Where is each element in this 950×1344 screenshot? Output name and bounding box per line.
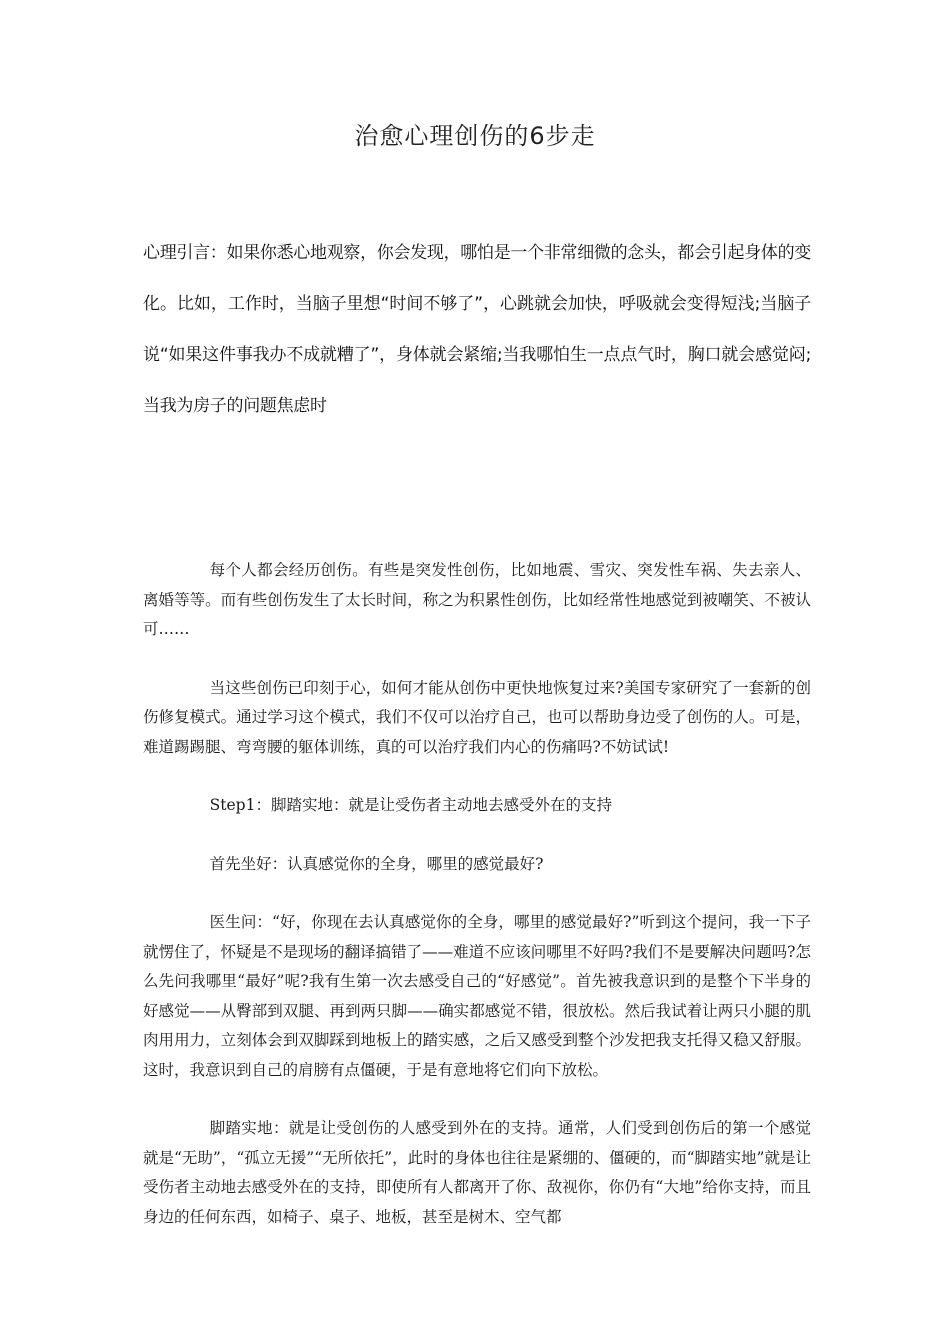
body-paragraph-1: 每个人都会经历创伤。有些是突发性创伤，比如地震、雪灾、突发性车祸、失去亲人、离婚等等。而有些创伤发生了太长时间，称之为积累性创伤，比如经常性地感觉到被嘲笑、不被认可…… <box>143 561 811 638</box>
document-body <box>143 556 811 1261</box>
body-paragraph-4: 医生问：“好，你现在去认真感觉你的全身，哪里的感觉最好?”听到这个提问，我一下子就愣住了，怀疑是不是现场的翻译搞错了——难道不应该问哪里不好吗?我们不是要解决问题吗?怎么先问我哪里“最好”呢?我有生第一次去感受自己的“好感觉”。首先被我意识到的是整个下半身的好感觉——从臀部到双腿、再到两只脚——确实都感觉不错，很放松。然后我试着让两只小腿的肌肉用用力，立刻体会到双脚踩到地板上的踏实感，之后又感受到整个沙发把我支托得又稳又舒服。这时，我意识到自己的肩膀有点僵硬，于是有意地将它们向下放松。 <box>143 913 811 1079</box>
intro-paragraph: 心理引言：如果你悉心地观察，你会发现，哪怕是一个非常细微的念头，都会引起身体的变化。比如，工作时，当脑子里想“时间不够了”，心跳就会加快，呼吸就会变得短浅;当脑子说“如果这件事我办不成就糟了”，身体就会紧缩;当我哪怕生一点点气时，胸口就会感觉闷;当我为房子的问题焦虑时 <box>143 243 811 416</box>
body-paragraph-3: 首先坐好：认真感觉你的全身，哪里的感觉最好? <box>209 854 544 873</box>
body-paragraph-2: 当这些创伤已印刻于心，如何才能从创伤中更快地恢复过来?美国专家研究了一套新的创伤修复模式。通过学习这个模式，我们不仅可以治疗自己，也可以帮助身边受了创伤的人。可是，难道踢踢腿、弯弯腰的躯体训练，真的可以治疗我们内心的伤痛吗?不妨试试! <box>143 678 811 756</box>
document-title: 治愈心理创伤的6步走 <box>354 122 596 150</box>
step1-heading: Step1：脚踏实地：就是让受伤者主动地去感受外在的支持 <box>209 796 612 814</box>
body-paragraph-5: 脚踏实地：就是让受创伤的人感受到外在的支持。通常，人们受到创伤后的第一个感觉就是“无助”，“孤立无援”“无所依托”，此时的身体也往往是紧绷的、僵硬的，而“脚踏实地”就是让受伤者主动地去感受外在的支持，即使所有人都离开了你、敌视你，你仍有“大地”给你支持，而且身边的任何东西，如椅子、桌子、地板，甚至是树木、空气都 <box>143 1119 811 1226</box>
